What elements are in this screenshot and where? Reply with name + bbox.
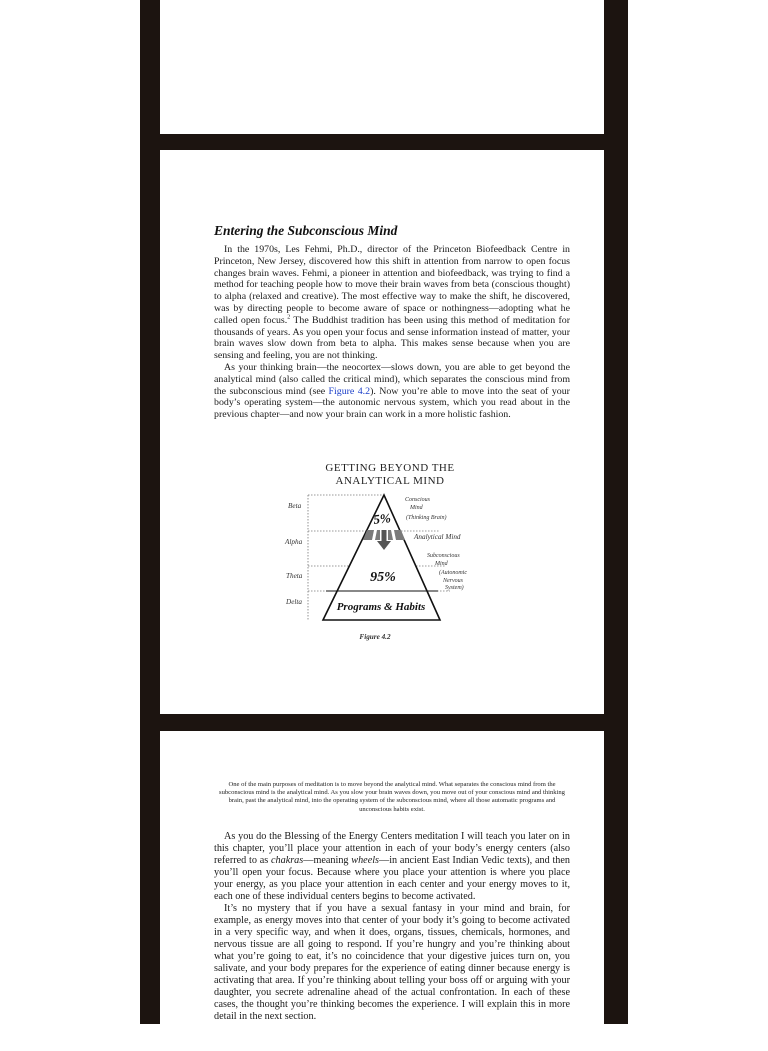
- paragraph-text: ). Now you’re able to move into the seat of your body’s operating system—the autonomic nervous system, which you read about in the previous chapter—and now your brain can work in a more holistic fashion.: [214, 385, 570, 421]
- section-heading: Entering the Subconscious Mind: [214, 223, 398, 238]
- page-next: [160, 731, 604, 1051]
- figure-description: One of the main purposes of meditation is to move beyond the analytical mind. What separates the conscious mind from the subconscious mind is the analytical mind. As you slow your brain waves down, you move out of your conscious mind and thinking brain, past the analytical mind, into the operating system of the subconscious mind, where all those automatic programs and unconscious habits exist.: [219, 781, 565, 813]
- paragraph-text: —in ancient East Indian Vedic texts), and then you’ll open your focus. Because where you place your attention is where you place your energy, as you place your attention in each center and your energy moves to it, each one of these individual centers begins to become activated.: [214, 855, 570, 902]
- base-label: Programs & Habits: [336, 601, 426, 613]
- figure-title-line2: ANALYTICAL MIND: [335, 475, 445, 487]
- figure-4-2: [280, 458, 500, 643]
- figure-title-line1: GETTING BEYOND THE: [325, 462, 455, 474]
- conscious-label: Mind: [410, 505, 423, 511]
- subconscious-sub-label: System): [445, 585, 464, 591]
- paragraph-text: As your thinking brain—the neocortex—slows down, you are able to get beyond the analytical mind (also called the critical mind), which separates the conscious mind from the subconscious mind (see: [214, 361, 570, 397]
- paragraph: [214, 362, 570, 421]
- subconscious-sub-label: Nervous: [443, 578, 463, 584]
- figure-caption: Figure 4.2: [359, 633, 391, 641]
- paragraph-text: As you do the Blessing of the Energy Centers meditation I will teach you later on in this chapter, you’ll place your attention in each of your body’s energy centers (also referred to as: [214, 831, 570, 866]
- body-text: [214, 831, 570, 1023]
- conscious-label: Conscious: [405, 497, 431, 503]
- emphasis-text: chakras: [270, 855, 304, 866]
- paragraph-text: The Buddhist tradition has been using this method of meditation for thousands of years. As you open your focus and sense information instead of matter, your brain waves slow down from beta to alpha. This makes sense because when you are sensing and feeling, you are not thinking.: [214, 314, 570, 362]
- subconscious-label: Subconscious: [427, 553, 460, 559]
- level-delta: Delta: [286, 598, 302, 606]
- top-percent: 5%: [372, 510, 392, 527]
- bottom-percent: 95%: [370, 570, 396, 585]
- conscious-sub-label: (Thinking Brain): [406, 515, 447, 521]
- level-alpha: Alpha: [285, 538, 303, 546]
- paragraph-text: In the 1970s, Les Fehmi, Ph.D., director of the Princeton Biofeedback Centre in Princeton, New Jersey, discovered how this shift in attention from narrow to open focus changes brain waves. Fehmi, a pioneer in attention and biofeedback, was trying to find a method for teaching people how to move their brain waves from beta (conscious thought) to alpha (relaxed and creative). The most effective way to make the shift, he discovered, was by directing people to become aware of space or nothingness—adopting what he called open focus.: [214, 244, 570, 326]
- page-current: [160, 150, 604, 714]
- analytical-label: Analytical Mind: [414, 533, 461, 541]
- paragraph: It’s no mystery that if you have a sexual fantasy in your mind and brain, for example, as energy moves into that center of your body it’s going to become activated in a very specific way, and when it does, organs, tissues, chemicals, hormones, and nervous tissue are all going to respond. If you’re hungry and you’re thinking about what you’re going to eat, it’s no coincidence that your digestive juices turn on, you salivate, and your body prepares for the experience of eating dinner because energy is activating that area. If you’re thinking about telling your boss off or arguing with your daughter, you secrete adrenaline ahead of the actual confrontation. In each of these cases, the thought you’re thinking becomes the experience. I will explain this in more detail in the next section.: [214, 903, 570, 1022]
- figure-link[interactable]: Figure 4.2: [328, 385, 371, 397]
- paragraph: [214, 831, 570, 903]
- pyramid-diagram: [280, 458, 500, 643]
- body-text: [214, 244, 570, 421]
- level-beta: Beta: [288, 502, 302, 510]
- page-previous: [160, 0, 604, 134]
- subconscious-label: Mind: [435, 561, 448, 567]
- emphasis-text: wheels: [351, 855, 380, 866]
- subconscious-sub-label: (Autonomic: [439, 570, 467, 576]
- footnote-marker[interactable]: 2: [287, 314, 291, 321]
- level-theta: Theta: [286, 572, 303, 580]
- document-viewer[interactable]: [140, 0, 628, 1024]
- paragraph-text: —meaning: [303, 855, 352, 866]
- paragraph: [214, 244, 570, 362]
